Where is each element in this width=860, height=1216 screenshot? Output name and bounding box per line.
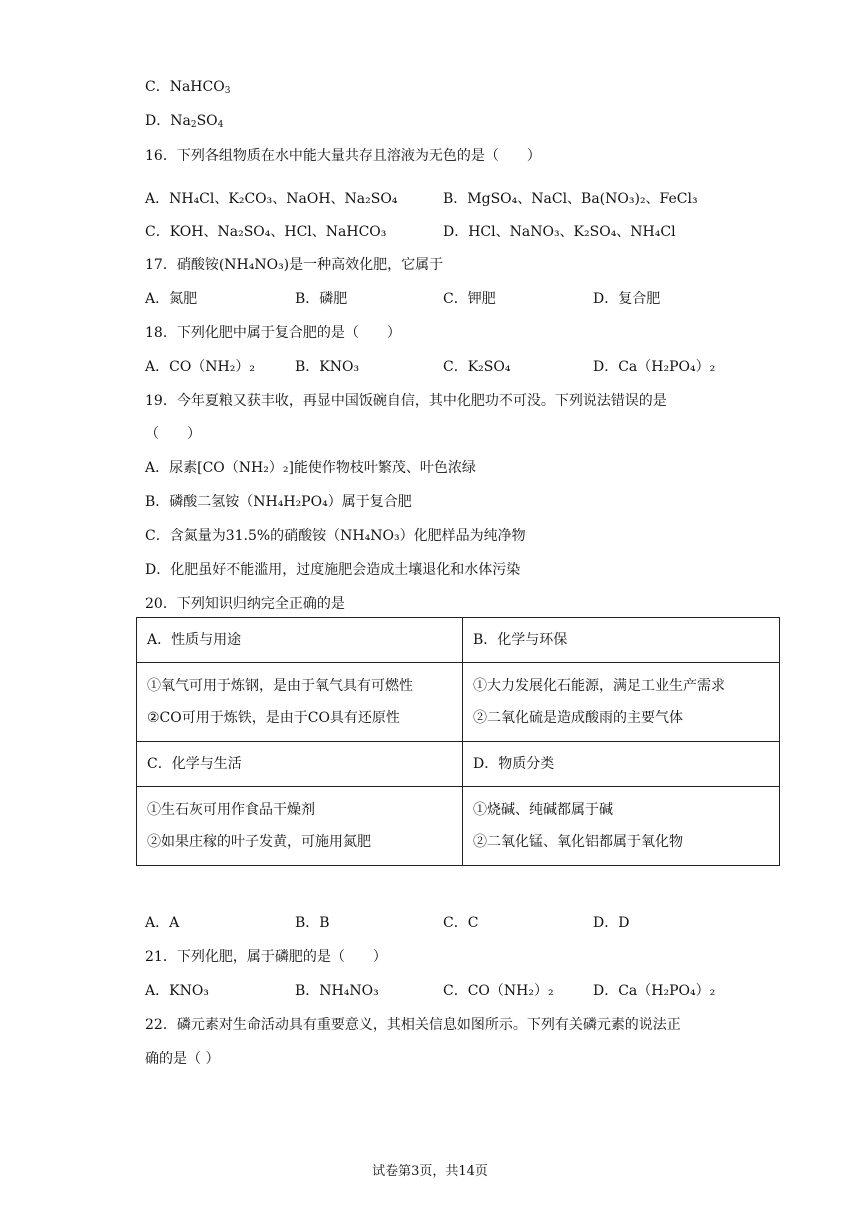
- q17-stem: 17．硝酸铵(NH₄NO₃)是一种高效化肥，它属于: [145, 257, 444, 273]
- table-cell-d-body: [463, 787, 780, 866]
- q16-option-b: B．MgSO₄、NaCl、Ba(NO₃)₂、FeCl₃: [443, 191, 698, 207]
- page-footer: 试卷第3页，共14页: [372, 1164, 488, 1179]
- q18-option-a: A．CO（NH₂）₂: [145, 359, 255, 375]
- table-a-item-1: ①氧气可用于炼钢，是由于氧气具有可燃性: [147, 678, 413, 694]
- q20-option-b: B．B: [295, 915, 330, 931]
- q18-stem: 18．下列化肥中属于复合肥的是（ ）: [145, 325, 401, 341]
- table-b-item-1: ①大力发展化石能源，满足工业生产需求: [473, 678, 725, 694]
- q21-option-d: D．Ca（H₂PO₄）₂: [593, 983, 716, 999]
- q20-option-c: C．C: [443, 915, 479, 931]
- q20-stem: 20．下列知识归纳完全正确的是: [145, 596, 345, 612]
- q18-option-c: C．K₂SO₄: [443, 359, 511, 375]
- q21-option-a: A．KNO₃: [145, 983, 209, 999]
- q16-option-c: C．KOH、Na₂SO₄、HCl、NaHCO₃: [145, 224, 387, 240]
- table-d-item-1: ①烧碱、纯碱都属于碱: [473, 802, 613, 818]
- q16-option-d: D．HCl、NaNO₃、K₂SO₄、NH₄Cl: [443, 224, 676, 240]
- knowledge-table: [136, 617, 780, 866]
- q21-stem: 21．下列化肥，属于磷肥的是（ ）: [145, 949, 387, 965]
- q22-stem: 22．磷元素对生命活动具有重要意义，其相关信息如图所示。下列有关磷元素的说法正: [145, 1017, 681, 1033]
- q17-option-b: B．磷肥: [295, 291, 348, 307]
- q15-option-c: C．NaHCO$_3$: [145, 79, 231, 96]
- q22-stem-cont: 确的是（ ）: [145, 1051, 220, 1067]
- q18-option-d: D．Ca（H₂PO₄）₂: [593, 359, 716, 375]
- q19-option-b: B．磷酸二氢铵（NH₄H₂PO₄）属于复合肥: [145, 494, 412, 510]
- table-cell-c-head: C．化学与生活: [137, 742, 463, 787]
- q19-stem: 19．今年夏粮又获丰收，再显中国饭碗自信，其中化肥功不可没。下列说法错误的是: [145, 393, 667, 409]
- table-cell-d-head: D．物质分类: [463, 742, 780, 787]
- q17-option-a: A．氮肥: [145, 291, 198, 307]
- q19-option-c: C．含氮量为31.5%的硝酸铵（NH₄NO₃）化肥样品为纯净物: [145, 528, 526, 544]
- table-cell-c-body: [137, 787, 463, 866]
- q20-option-d: D．D: [593, 915, 630, 931]
- table-a-item-2: ②CO可用于炼铁，是由于CO具有还原性: [147, 710, 400, 726]
- table-cell-a-head: A．性质与用途: [137, 618, 463, 663]
- q19-option-a: A．尿素[CO（NH₂）₂]能使作物枝叶繁茂、叶色浓绿: [145, 460, 476, 476]
- q16-stem: 16．下列各组物质在水中能大量共存且溶液为无色的是（ ）: [145, 148, 541, 164]
- q21-option-b: B．NH₄NO₃: [295, 983, 379, 999]
- q20-option-a: A．A: [145, 915, 180, 931]
- table-d-item-2: ②二氧化锰、氧化铝都属于氧化物: [473, 834, 683, 850]
- q21-option-c: C．CO（NH₂）₂: [443, 983, 554, 999]
- table-c-item-1: ①生石灰可用作食品干燥剂: [147, 802, 315, 818]
- q19-option-d: D．化肥虽好不能滥用，过度施肥会造成土壤退化和水体污染: [145, 562, 521, 578]
- q17-option-d: D．复合肥: [593, 291, 661, 307]
- q15-option-d: D．$Na_2SO_4$: [145, 113, 224, 130]
- q16-option-a: A．NH₄Cl、K₂CO₃、NaOH、Na₂SO₄: [145, 191, 398, 207]
- table-cell-b-body: [463, 663, 780, 742]
- table-cell-a-body: [137, 663, 463, 742]
- table-cell-b-head: B．化学与环保: [463, 618, 780, 663]
- table-b-item-2: ②二氧化硫是造成酸雨的主要气体: [473, 710, 683, 726]
- q17-option-c: C．钾肥: [443, 291, 496, 307]
- table-c-item-2: ②如果庄稼的叶子发黄，可施用氮肥: [147, 834, 371, 850]
- q18-option-b: B．KNO₃: [295, 359, 360, 375]
- q19-stem-paren: （ ）: [145, 426, 201, 442]
